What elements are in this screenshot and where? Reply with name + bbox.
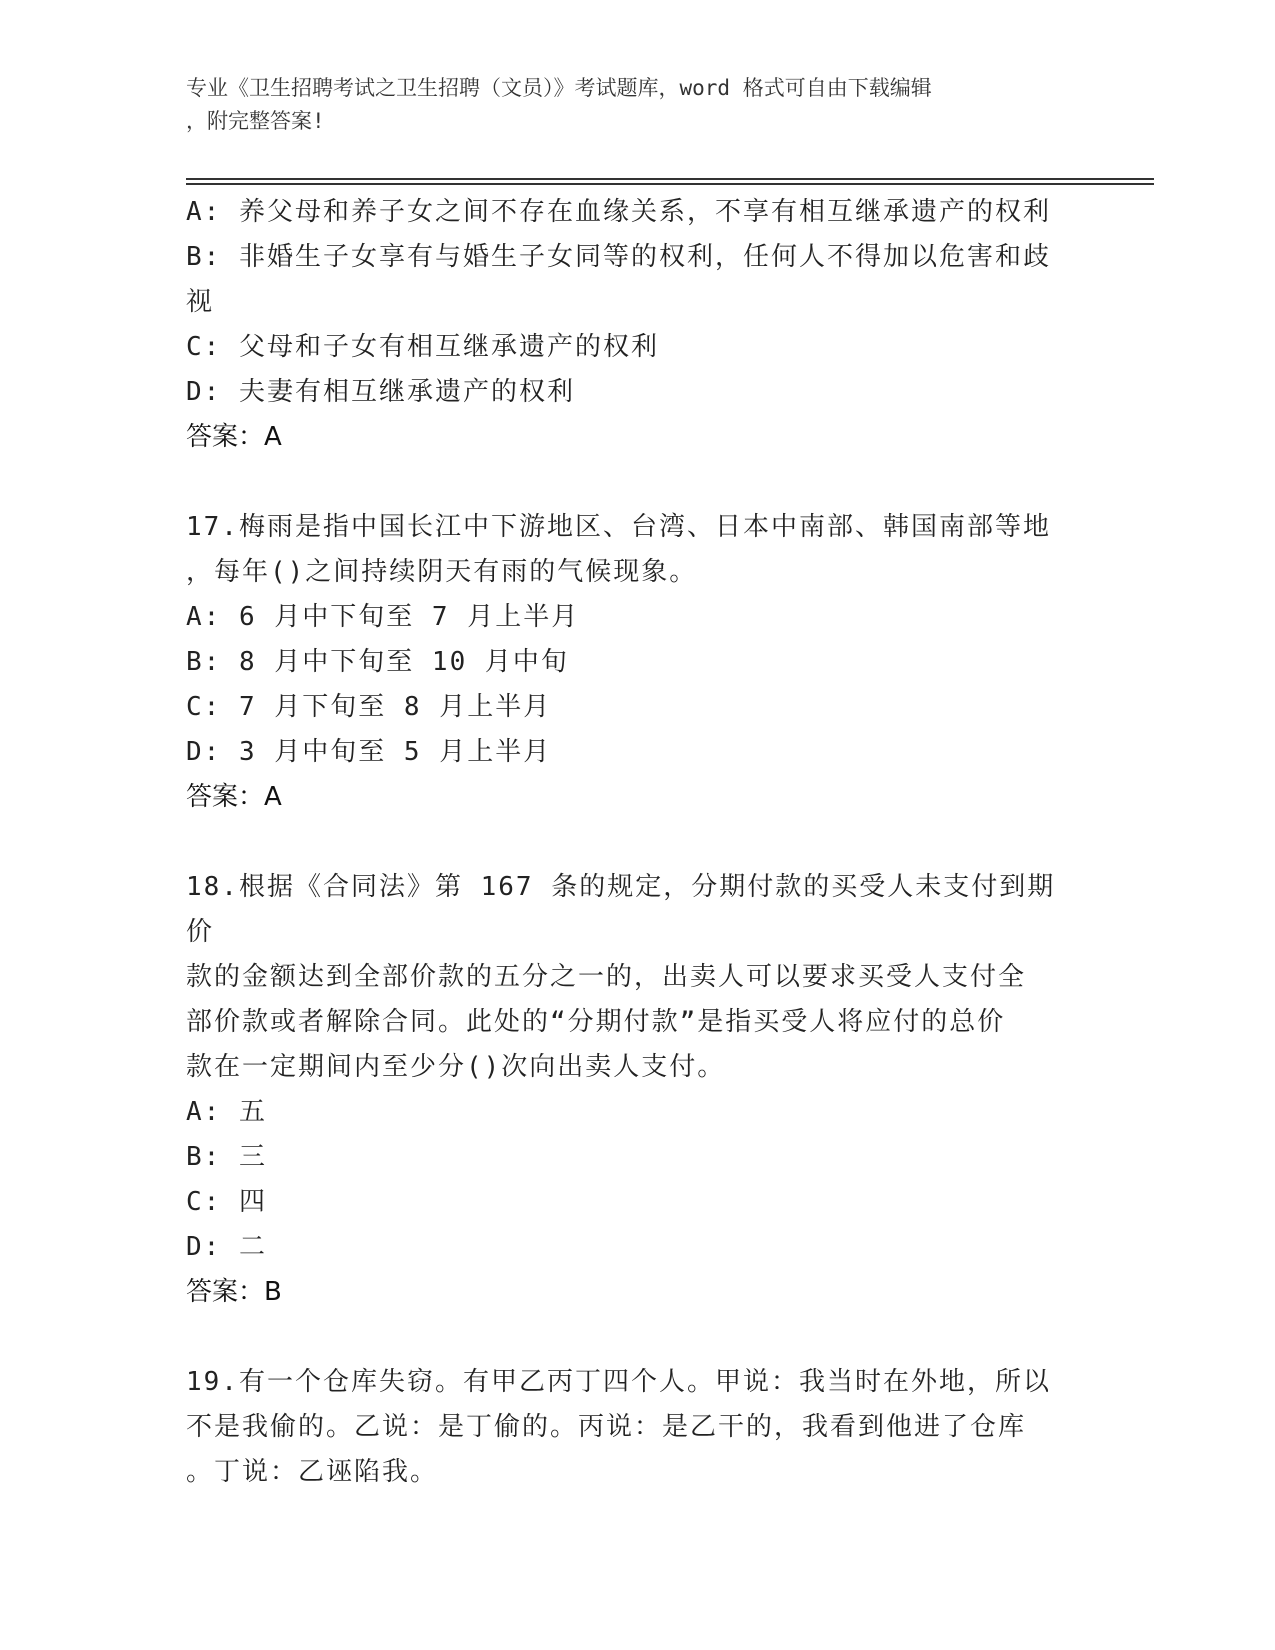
question-text-line: 部价款或者解除合同。此处的“分期付款”是指买受人将应付的总价 <box>186 1007 1006 1037</box>
answer: 答案：B <box>186 1277 282 1307</box>
option-c: C: 7 月下旬至 8 月上半月 <box>186 692 552 722</box>
question-text-line: 款在一定期间内至少分()次向出卖人支付。 <box>186 1052 726 1082</box>
question-16 <box>186 190 1066 460</box>
question-18 <box>186 865 1066 1315</box>
question-19 <box>186 1360 1066 1495</box>
option-d: D: 夫妻有相互继承遗产的权利 <box>186 377 575 407</box>
option-a: A: 五 <box>186 1097 267 1127</box>
spacer <box>186 1315 1066 1360</box>
option-c: C: 父母和子女有相互继承遗产的权利 <box>186 332 659 362</box>
spacer <box>186 460 1066 505</box>
question-text-line: ，每年()之间持续阴天有雨的气候现象。 <box>186 557 698 587</box>
question-text-line: 款的金额达到全部价款的五分之一的，出卖人可以要求买受人支付全 <box>186 962 1027 992</box>
option-c: C: 四 <box>186 1187 267 1217</box>
option-d: D: 二 <box>186 1232 267 1262</box>
question-text-line: 不是我偷的。乙说：是丁偷的。丙说：是乙干的，我看到他进了仓库 <box>186 1412 1027 1442</box>
question-text-line: 。丁说：乙诬陷我。 <box>186 1457 439 1487</box>
question-17 <box>186 505 1066 820</box>
answer: 答案：A <box>186 422 282 452</box>
option-d: D: 3 月中旬至 5 月上半月 <box>186 737 552 767</box>
question-text-line: 19.有一个仓库失窃。有甲乙丙丁四个人。甲说：我当时在外地，所以 <box>186 1367 1051 1397</box>
header-divider-bottom <box>186 183 1154 185</box>
option-b: B: 非婚生子女享有与婚生子女同等的权利，任何人不得加以危害和歧 <box>186 242 1051 272</box>
question-text-line: 17.梅雨是指中国长江中下游地区、台湾、日本中南部、韩国南部等地 <box>186 512 1051 542</box>
spacer <box>186 820 1066 865</box>
option-b: B: 8 月中下旬至 10 月中旬 <box>186 647 569 677</box>
header-divider-top <box>186 178 1154 180</box>
question-text-line: 18.根据《合同法》第 167 条的规定，分期付款的买受人未支付到期价 <box>186 872 1056 947</box>
header-line-2: ，附完整答案! <box>186 109 325 133</box>
answer: 答案：A <box>186 782 282 812</box>
header-line-1: 专业《卫生招聘考试之卫生招聘（文员）》考试题库，word 格式可自由下载编辑 <box>186 76 932 100</box>
option-b: B: 三 <box>186 1142 267 1172</box>
option-b-continued: 视 <box>186 287 215 317</box>
question-list <box>186 190 1066 1495</box>
option-a: A: 6 月中下旬至 7 月上半月 <box>186 602 580 632</box>
document-header <box>186 72 1066 138</box>
option-a: A: 养父母和养子女之间不存在血缘关系，不享有相互继承遗产的权利 <box>186 197 1051 227</box>
